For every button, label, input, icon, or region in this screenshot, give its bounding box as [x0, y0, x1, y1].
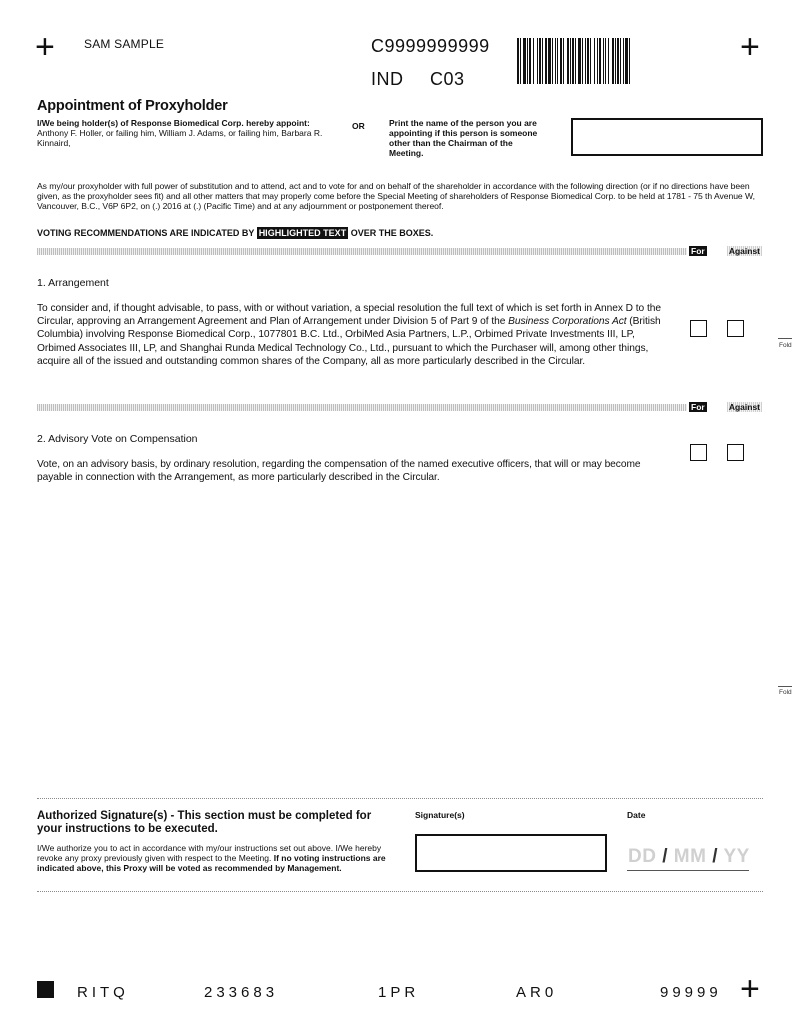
resolution-1-text [37, 302, 665, 368]
fold-label-2: Fold [779, 689, 792, 696]
resolution-2-for-checkbox[interactable] [690, 444, 707, 461]
or-label: OR [352, 121, 365, 131]
resolution-1-text-a: To consider and, if thought advisable, to pass, with or without variation, a special resolution the full text of which is set forth in Annex D to the Circular, approving an Arrangement Agreement and Plan of Arrangement under Division 5 of Part 9 of the [37, 303, 661, 328]
crop-mark-top-left: + [35, 28, 55, 66]
highlighted-text-sample: HIGHLIGHTED TEXT [258, 228, 347, 238]
date-separator-2: / [712, 846, 719, 867]
resolution-2-against-checkbox[interactable] [727, 444, 744, 461]
footer-code-4: AR0 [516, 984, 558, 1001]
proxyholder-name-input[interactable] [571, 118, 763, 156]
fold-label-1: Fold [779, 342, 792, 349]
date-separator-1: / [662, 846, 669, 867]
signature-bottom-rule [37, 891, 763, 892]
for-label: For [691, 402, 705, 412]
signature-top-rule [37, 798, 763, 799]
against-label: Against [728, 402, 760, 412]
against-label: Against [728, 246, 760, 256]
date-underline [627, 870, 749, 871]
voting-recommendations [37, 228, 433, 238]
signature-section-title: Authorized Signature(s) - This section must be completed for your instructions to be executed. [37, 810, 372, 835]
appointment-section [37, 98, 228, 114]
date-month-placeholder: MM [673, 846, 707, 867]
crop-mark-top-right: + [740, 28, 760, 66]
appointees-text: Anthony F. Holler, or failing him, William J. Adams, or failing him, Barbara R. Kinnaird, [37, 128, 323, 148]
authority-text: As my/our proxyholder with full power of substitution and to attend, act and to vote for and on behalf of the shareholder in accordance with the following direction (or if no directions have been given, as the proxyholder sees fit) and all other matters that may properly come before the Special Meeting of shareholders of Response Biomedical Corp. to be held at 1781 - 75 th Avenue W, Vancouver, B.C., V6P 6P2, on (.) 2016 at (.) (Pacific Time) and at any adjournment or postponement thereof. [37, 181, 755, 212]
for-label: For [691, 246, 705, 256]
class-code: C03 [430, 69, 465, 89]
date-label: Date [627, 810, 646, 820]
footer-code-2: 233683 [204, 984, 279, 1001]
footer-code-5: 99999 [660, 984, 722, 1001]
resolution-1-against-checkbox[interactable] [727, 320, 744, 337]
date-year-placeholder: YY [723, 846, 750, 867]
column-header-for-2 [689, 402, 707, 412]
column-header-against-2 [707, 402, 762, 412]
resolution-1-text-b: (British Columbia) involving Response Biomedical Corp., 1077801 B.C. Ltd., OrbiMed Asia Partners, L.P., Orbimed Private Investments III, LP, Orbimed Associates III, LP, and Shanghai Runda Medical Technology Co., Ltd., pursuant to which the Purchaser will, among other things, acquire all of the issued and outstanding common shares of the Company, all as more particularly described in the Circular. [37, 316, 661, 367]
column-header-for-1 [689, 246, 707, 256]
recommendations-text-2: OVER THE BOXES. [348, 228, 434, 238]
fold-line-2 [778, 686, 792, 687]
column-header-against-1 [707, 246, 762, 256]
date-day-placeholder: DD [628, 846, 657, 867]
footer-code-1: RITQ [77, 984, 129, 1001]
print-name-instruction: Print the name of the person you are appointing if this person is someone other than the Chairman of the Meeting. [389, 118, 538, 158]
resolution-2-title: 2. Advisory Vote on Compensation [37, 433, 198, 445]
recommendations-text-1: VOTING RECOMMENDATIONS ARE INDICATED BY [37, 228, 257, 238]
signature-authorization-text [37, 843, 393, 873]
authorization-text-bold: If no voting instructions are indicated above, this Proxy will be voted as recommended by Management. [37, 853, 386, 873]
resolution-1-for-checkbox[interactable] [690, 320, 707, 337]
resolution-2-header-bar [37, 404, 687, 411]
barcode-bar [630, 38, 632, 84]
footer-code-3: 1PR [378, 984, 420, 1001]
signature-input[interactable] [415, 834, 607, 872]
authorization-text-plain: I/We authorize you to act in accordance with my/our instructions set out above. I/We hereby revoke any proxy previously given with respect to the Meeting. [37, 843, 382, 863]
barcode [517, 38, 737, 84]
registration-mark [37, 981, 54, 998]
appointment-title: Appointment of Proxyholder [37, 98, 228, 114]
resolution-1-act-name: Business Corporations Act [508, 316, 627, 328]
holder-line: I/We being holder(s) of Response Biomedical Corp. hereby appoint: [37, 118, 310, 128]
crop-mark-bottom-right: + [740, 970, 760, 1008]
resolution-1-title: 1. Arrangement [37, 277, 109, 289]
resolution-1-header-bar [37, 248, 687, 255]
date-input[interactable] [628, 846, 750, 868]
fold-line-1 [778, 338, 792, 339]
shareholder-name: SAM SAMPLE [84, 37, 165, 51]
resolution-2-text: Vote, on an advisory basis, by ordinary resolution, regarding the compensation of the named executive officers, that will or may become payable in connection with the Arrangement, as more particularly described in the Circular. [37, 459, 641, 484]
signature-label: Signature(s) [415, 810, 465, 820]
control-number: C9999999999 [371, 36, 490, 56]
account-type: IND [371, 69, 404, 89]
